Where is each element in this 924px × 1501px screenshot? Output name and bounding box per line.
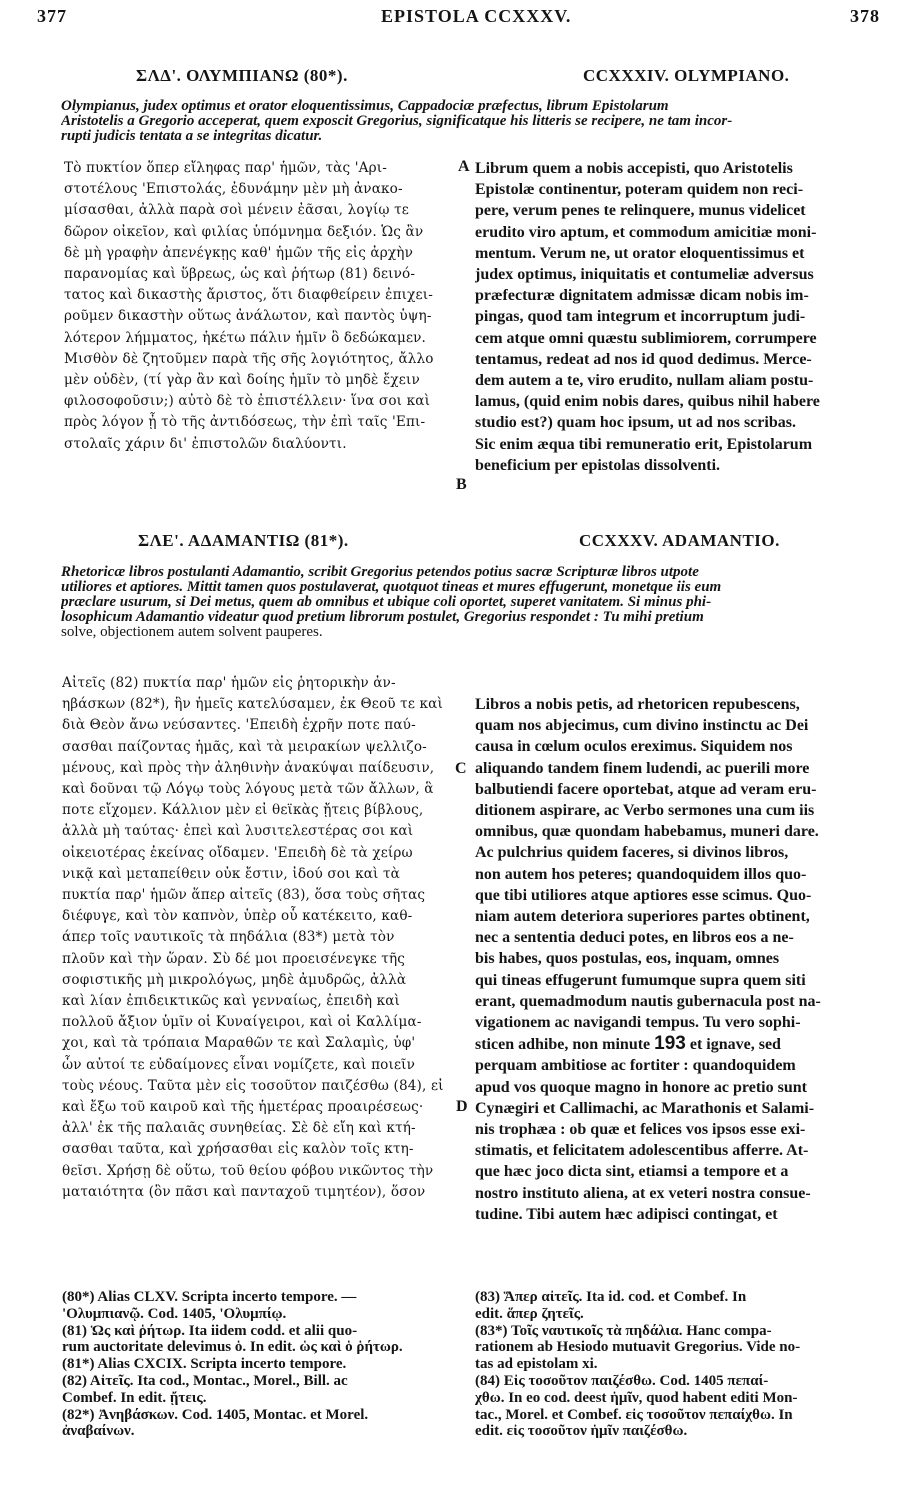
latin-line: præfecturæ dignitatem admissæ dicam nobis im- <box>475 287 809 305</box>
greek-line: ποτε εἴχομεν. Κάλλιον μὲν εἰ θεϊκὰς ᾔτεις βίβλους, <box>62 802 424 819</box>
argument-line: præclare usurum, si Dei metus, quem ab omnibus et ubique coli oportet, superet vanitatem. Si minus phi- <box>61 595 712 610</box>
latin-line: causa in cœlum oculos ereximus. Siquidem nos <box>475 738 793 756</box>
latin-line: pere, verum penes te relinquere, munus videlicet <box>475 202 806 220</box>
latin-line: stimatis, et felicitatem adolescentibus afferre. At- <box>475 1142 809 1160</box>
greek-line: δὲ μὴ γραφὴν ἀπενέγκῃς καθ' ἡμῶν τῆς εἰς ἀρχὴν <box>64 244 413 261</box>
greek-line: ἀλλ' ἐκ τῆς παλαιᾶς συνηθείας. Σὲ δὲ εἴη καὶ κτή- <box>62 1120 416 1137</box>
latin-line: non autem hos peteres; quandoquidem illos quo- <box>475 865 807 883</box>
footnote-line: edit. εἰς τοσοῦτον ἡμῖν παιζέσθω. <box>475 1423 688 1440</box>
latin-line: beneficium per epistolas dissolventi. <box>475 456 721 474</box>
footnote-line: (80*) Alias CLXV. Scripta incerto tempore. — <box>62 1289 357 1305</box>
greek-line: τατος καὶ δικαστὴς ἄριστος, ὅτι διαφθείρειν ἐπιχει- <box>64 287 433 304</box>
greek-line: τοὺς νέους. Ταῦτα μὲν εἰς τοσοῦτον παιζέσθω (84), εἰ <box>62 1077 444 1094</box>
greek-line: μίσασθαι, ἀλλὰ παρὰ σοὶ μένειν ἐᾶσαι, λογίῳ τε <box>64 202 409 219</box>
footnote-line: (84) Εἰς τοσοῦτον παιζέσθω. Cod. 1405 πεπαί- <box>475 1372 769 1389</box>
latin-line: balbutiendi facere oportebat, atque ad veram eru- <box>475 780 817 798</box>
footnote-line: tas ad epistolam xi. <box>475 1356 598 1373</box>
letter-235-greek-text <box>62 673 456 1203</box>
latin-line-with-page-mark <box>475 1033 891 1055</box>
margin-letter-d: D <box>456 1098 468 1115</box>
greek-line: ηβάσκων (82*), ἣν ἡμεῖς κατελύσαμεν, ἐκ Θεοῦ τε καὶ <box>62 696 443 713</box>
latin-line: tentamus, redeat ad nos id quod dedimus. Merce- <box>475 350 812 368</box>
greek-line: ἀλλὰ μὴ ταύτας· ἐπεὶ καὶ λυσιτελεστέρας σοι καὶ <box>62 823 414 840</box>
greek-line: καὶ δοῦναι τῷ Λόγῳ τοὺς λόγους μετὰ τῶν ἄλλων, ἃ <box>62 781 434 798</box>
latin-line: erudito viro aptum, et commodum amicitiæ moni- <box>475 223 817 241</box>
greek-line: πλοῦν καὶ τὴν ὥραν. Σὺ δέ μοι προεισένεγκε τῆς <box>62 950 406 967</box>
footnote-line: rationem ab Hesiodo mutuavit Gregorius. Vide no- <box>475 1339 801 1356</box>
footnote-line: edit. ἅπερ ζητεῖς. <box>475 1305 584 1322</box>
latin-line: nostro instituto aliena, at ex veteri nostra consue- <box>475 1184 811 1202</box>
letter-234-greek-heading: ΣΛΔ'. ΟΛΥΜΠΙΑΝΩ (80*). <box>136 66 348 85</box>
greek-line: άπερ τοῖς ναυτικοῖς τὰ πηδάλια (83*) μετὰ τὸν <box>62 929 395 946</box>
greek-line: μένους, καὶ πρὸς τὴν ἀληθινὴν ἀνακύψαι παίδευσιν, <box>62 759 435 776</box>
footnote-line: (81) Ὡς καὶ ῥήτωρ. Ita iidem codd. et alii quo- <box>62 1322 358 1339</box>
greek-line: στοτέλους 'Επιστολάς, ἐδυνάμην μὲν μὴ ἀνακο- <box>64 181 403 198</box>
greek-line: καὶ λίαν ἐπιδεικτικῶς καὶ γενναίως, ἐπειδὴ καὶ <box>62 993 401 1010</box>
footnote-line: rum auctoritate delevimus ὁ. In edit. ὡς καὶ ὁ ῥήτωρ. <box>62 1339 403 1356</box>
footnote-line: ἀναβαίνων. <box>62 1423 135 1440</box>
latin-line: cem atque omni quæstu sublimiorem, corrumpere <box>475 329 817 347</box>
letter-235-greek-heading: ΣΛΕ'. ΑΔΑΜΑΝΤΙΩ (81*). <box>138 531 349 550</box>
greek-line: λότερον λήμματος, ἡκέτω πάλιν ἡμῖν ὃ δεδώκαμεν. <box>64 329 427 346</box>
greek-line: οἰκειοτέρας ἐκείνας οἴδαμεν. 'Επειδὴ δὲ τὰ χείρω <box>62 844 413 861</box>
latin-line: omnibus, quæ quondam habebamus, muneri dare. <box>475 823 819 841</box>
greek-line: φιλοσοφοῦσιν;) αὐτὸ δὲ τὸ ἐπιστέλλειν· ἵνα σοι καὶ <box>64 393 431 410</box>
latin-line: tudine. Tibi autem hæc adipisci contingat, et <box>475 1205 778 1223</box>
edition-page-number: 193 <box>654 1033 686 1055</box>
latin-line: bis habes, quos postulas, eos, inquam, omnes <box>475 950 780 968</box>
latin-line: apud vos quoque magno in honore ac pretio sunt <box>475 1078 807 1096</box>
greek-line: χοι, καὶ τὰ τρόπαια Μαραθῶν τε καὶ Σαλαμὶς, ὑφ' <box>62 1035 416 1052</box>
argument-line: Aristotelis a Gregorio acceperat, quem exposcit Gregorius, significatque his litteris se recipere, ne tam incor- <box>61 114 733 129</box>
letter-234-latin-heading: CCXXXIV. OLYMPIANO. <box>583 66 790 85</box>
latin-line: Libros a nobis petis, ad rhetoricen repubescens, <box>475 696 800 713</box>
page-number-right: 378 <box>850 6 880 26</box>
greek-line: σοφιστικῆς μὴ μικρολόγως, μηδὲ ἀμυδρῶς, ἀλλὰ <box>62 971 407 988</box>
greek-line: σασθαι παίζοντας ἡμᾶς, καὶ τὰ μειρακίων ψελλιζο- <box>62 738 427 755</box>
greek-line: ροῦμεν δικαστὴν οὕτως ἀνάλωτον, καὶ παντὸς ὑψη- <box>64 308 432 325</box>
margin-letter-c: C <box>455 760 467 777</box>
argument-line: utiliores et aptiores. Mittit tamen quos postulaverat, quotquot tineas et mures effugerunt, monetque iis eum <box>61 580 722 595</box>
footnote-line: (81*) Alias CXCIX. Scripta incerto tempore. <box>62 1356 347 1373</box>
latin-line: judex optimus, iniquitatis et contumeliæ adversus <box>475 266 814 284</box>
latin-line-part: sticen adhibe, non minute <box>475 1036 651 1054</box>
latin-line: pingas, quod tam integrum et incorruptum judi- <box>475 308 806 326</box>
letter-234-latin-text <box>475 158 891 476</box>
argument-line: Rhetoricæ libros postulanti Adamantio, scribit Gregorius petendos potius sacræ Scripturæ libros utpote <box>61 565 699 580</box>
argument-line: Olympianus, judex optimus et orator eloquentissimus, Cappadociæ præfectus, librum Epistolarum <box>61 99 669 114</box>
letter-235-latin-text <box>475 694 891 1225</box>
page-number-left: 377 <box>37 6 67 26</box>
margin-letter-b: B <box>456 476 467 493</box>
letter-234-greek-text <box>64 158 456 455</box>
footnote-line: 'Ολυμπιανῷ. Cod. 1405, 'Ολυμπίῳ. <box>62 1305 287 1322</box>
greek-line: πολλοῦ ἄξιον ὑμῖν οἱ Κυναίγειροι, καὶ οἱ Καλλίμα- <box>62 1014 422 1031</box>
argument-line: losophicum Adamantio videatur quod pretium librorum postulet, Gregorius respondet : Tu mihi pretium <box>61 610 704 625</box>
greek-line: Τὸ πυκτίον ὅπερ εἴληφας παρ' ἡμῶν, τὰς 'Αρι- <box>64 160 387 176</box>
greek-line: παρανομίας καὶ ὕβρεως, ὡς καὶ ῥήτωρ (81) δεινό- <box>64 266 416 283</box>
latin-line: quam nos abjecimus, cum divino instinctu ac Dei <box>475 717 809 735</box>
latin-line: aliquando tandem finem ludendi, ac puerili more <box>475 759 810 777</box>
latin-line: mentum. Verum ne, ut orator eloquentissimus et <box>475 244 805 262</box>
letter-235-latin-heading: CCXXXV. ADAMANTIO. <box>579 531 780 550</box>
latin-line: Epistolæ continentur, poteram quidem non reci- <box>475 181 804 199</box>
running-title: EPISTOLA CCXXXV. <box>381 6 572 26</box>
latin-line: Librum quem a nobis accepisti, quo Aristotelis <box>475 160 793 177</box>
latin-line: studio est?) quam hoc ipsum, ut ad nos scribas. <box>475 414 796 432</box>
latin-line: Cynægiri et Callimachi, ac Marathonis et Salami- <box>475 1099 815 1117</box>
footnote-line: (82) Αἰτεῖς. Ita cod., Montac., Morel., Bill. ac <box>62 1372 348 1389</box>
greek-line: νικᾷ καὶ μεταπείθειν οὐκ ἔστιν, ἰδού σοι καὶ τὰ <box>62 865 401 882</box>
greek-line: πρὸς λόγον ᾖ τὸ τῆς ἀντιδόσεως, τὴν ἐπὶ ταῖς 'Επι- <box>64 414 426 431</box>
latin-line: erant, quemadmodum nautis gubernacula post na- <box>475 992 821 1010</box>
margin-letter-a: A <box>458 158 470 175</box>
footnotes-left <box>62 1289 454 1440</box>
greek-line: μὲν οὐδὲν, (τί γὰρ ἂν καὶ δοίης ἡμῖν τὸ μηδὲ ἔχειν <box>64 372 420 389</box>
footnote-line: (83*) Τοῖς ναυτικοῖς τὰ πηδάλια. Hanc compa- <box>475 1322 772 1339</box>
latin-line: niam autem deteriora superiores partes obtinent, <box>475 908 810 926</box>
greek-line: διὰ Θεὸν ἄνω νεύσαντες. 'Επειδὴ ἐχρῆν ποτε παύ- <box>62 717 416 734</box>
latin-line: qui tineas effugerunt fumumque supra quem siti <box>475 971 806 989</box>
argument-line: rupti judicis tentata a se integritas dicatur. <box>61 129 323 144</box>
greek-line: πυκτία παρ' ἡμῶν ἅπερ αἰτεῖς (83), ὅσα τοὺς σῆτας <box>62 887 426 904</box>
letter-234-argument <box>61 99 886 144</box>
greek-line: Αἰτεῖς (82) πυκτία παρ' ἡμῶν εἰς ῥητορικὴν ἀν- <box>62 675 396 691</box>
latin-line: lamus, (quid enim nobis dares, quibus nihil habere <box>475 393 820 411</box>
latin-line: que tibi utiliores atque aptiores esse scimus. Quo- <box>475 886 812 904</box>
latin-line: vigationem ac navigandi tempus. Tu vero sophi- <box>475 1014 801 1032</box>
greek-line: καὶ ἔξω τοῦ καιροῦ καὶ τῆς ἡμετέρας προαιρέσεως· <box>62 1099 424 1116</box>
footnotes-right <box>475 1289 889 1440</box>
latin-line-part: et ignave, sed <box>689 1036 781 1054</box>
latin-line: ditionem aspirare, ac Verbo sermones una cum iis <box>475 802 815 820</box>
latin-line: Sic enim æqua tibi remuneratio erit, Epistolarum <box>475 435 813 453</box>
argument-line: solve, objectionem autem solvent pauperes. <box>61 625 323 640</box>
greek-line: θεῖσι. Χρήσῃ δὲ οὕτω, τοῦ θείου φόβου νικῶντος τὴν <box>62 1162 434 1179</box>
greek-line: διέφυγε, καὶ τὸν καπνὸν, ὑπὲρ οὗ κατέκειτο, καθ- <box>62 908 413 925</box>
greek-line: δῶρον οἰκεῖον, καὶ φιλίας ὑπόμνημα δεξιόν. Ὡς ἂν <box>64 223 424 240</box>
footnote-line: tac., Morel. et Combef. εἰς τοσοῦτον πεπαίχθω. In <box>475 1406 793 1423</box>
greek-line: ματαιότητα (ὃν πᾶσι καὶ πανταχοῦ τιμητέον), ὅσον <box>62 1183 426 1200</box>
footnote-line: Combef. In edit. ᾔτεις. <box>62 1389 207 1406</box>
latin-line: dem autem a te, viro erudito, nullam aliam postu- <box>475 372 814 390</box>
footnote-line: χθω. In eo cod. deest ἡμῖν, quod habent editi Mon- <box>475 1389 798 1406</box>
footnote-line: (83) Ἅπερ αἰτεῖς. Ita id. cod. et Combef. In <box>475 1289 747 1305</box>
footnote-line: (82*) Ἀνηβάσκων. Cod. 1405, Montac. et Morel. <box>62 1406 369 1423</box>
greek-line: σασθαι ταῦτα, καὶ χρήσασθαι εἰς καλὸν τοῖς κτη- <box>62 1141 414 1158</box>
greek-line: Μισθὸν δὲ ζητοῦμεν παρὰ τῆς σῆς λογιότητος, ἄλλο <box>64 350 434 367</box>
latin-line: perquam ambitiose ac fortiter : quandoquidem <box>475 1057 796 1075</box>
greek-line: ὧν αὐτοί τε εὐδαίμονες εἶναι νομίζετε, καὶ ποιεῖν <box>62 1056 416 1073</box>
latin-line: que hæc joco dicta sint, etiamsi a tempore et a <box>475 1163 789 1181</box>
greek-line: στολαῖς χάριν δι' ἐπιστολῶν διαλύοντι. <box>64 435 347 452</box>
latin-line: Ac pulchrius quidem faceres, si divinos libros, <box>475 844 789 862</box>
latin-line: nis trophæa : ob quæ et felices vos ipsos esse exi- <box>475 1121 806 1139</box>
latin-line: nec a sententia deduci potes, en libros eos a ne- <box>475 929 794 947</box>
letter-235-argument <box>61 565 886 640</box>
